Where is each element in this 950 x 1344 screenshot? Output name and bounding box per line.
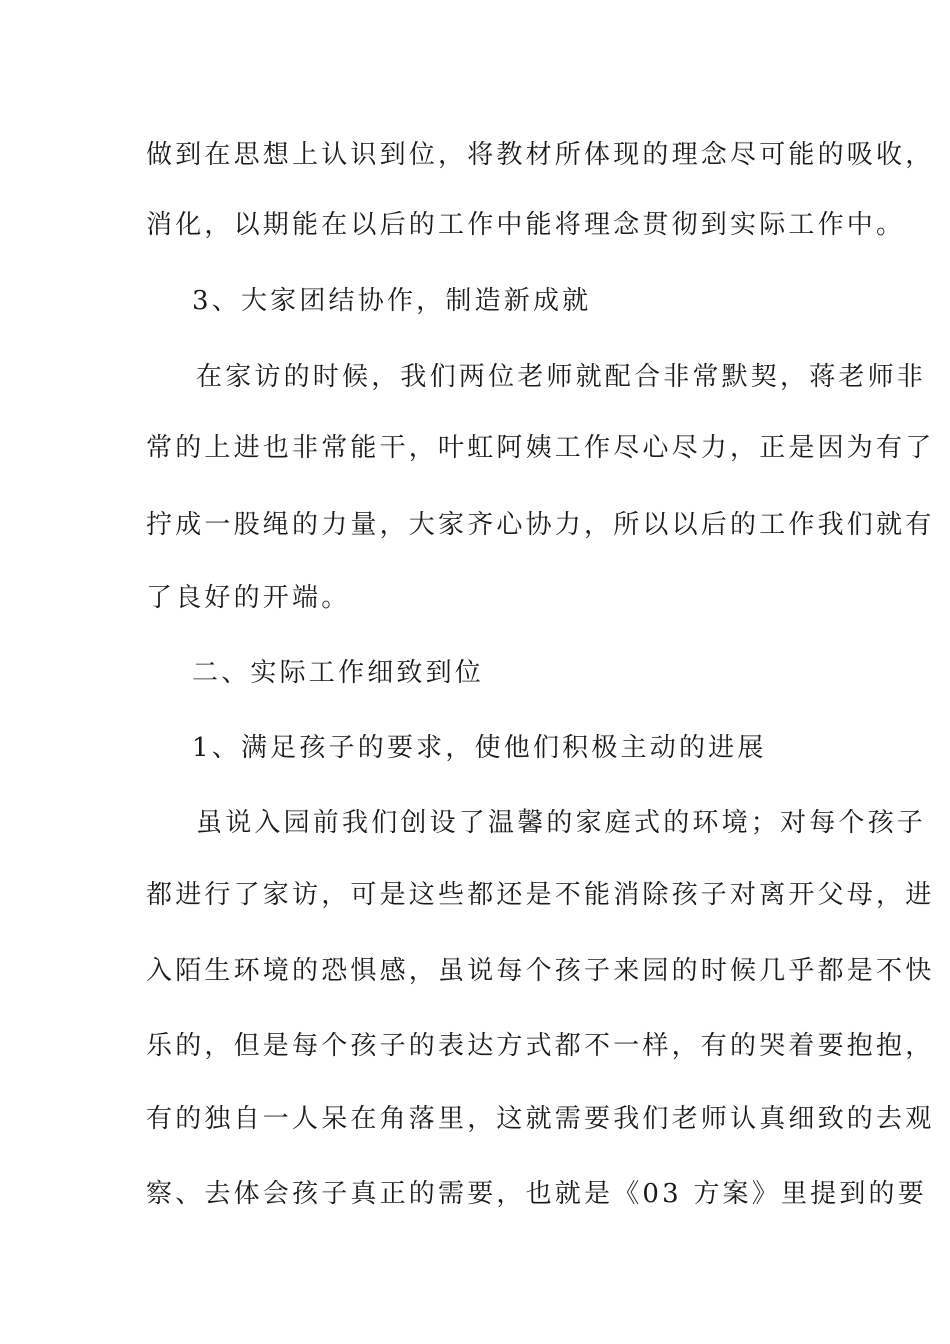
paragraph-line: 做到在思想上认识到位，将教材所体现的理念尽可能的吸收， [146,140,935,170]
paragraph-line: 了良好的开端。 [146,583,351,613]
section-heading: 3、大家团结协作，制造新成就 [192,286,592,316]
paragraph-line: 有的独自一人呆在角落里，这就需要我们老师认真细致的去观 [146,1104,935,1134]
section-heading: 1、满足孩子的要求，使他们积极主动的进展 [192,733,767,763]
paragraph-line: 常的上进也非常能干，叶虹阿姨工作尽心尽力，正是因为有了 [146,433,935,463]
paragraph-line: 乐的，但是每个孩子的表达方式都不一样，有的哭着要抱抱， [146,1031,935,1061]
paragraph-line: 在家访的时候，我们两位老师就配合非常默契，蒋老师非 [196,362,927,392]
paragraph-line: 拧成一股绳的力量，大家齐心协力，所以以后的工作我们就有 [146,510,935,540]
paragraph-line: 察、去体会孩子真正的需要，也就是《03 方案》里提到的要 [146,1179,927,1209]
paragraph-line: 入陌生环境的恐惧感，虽说每个孩子来园的时候几乎都是不快 [146,956,935,986]
section-heading: 二、实际工作细致到位 [192,658,485,688]
paragraph-line: 都进行了家访，可是这些都还是不能消除孩子对离开父母，进 [146,880,935,910]
paragraph-line: 虽说入园前我们创设了温馨的家庭式的环境；对每个孩子 [196,808,927,838]
paragraph-line: 消化，以期能在以后的工作中能将理念贯彻到实际工作中。 [146,210,906,240]
